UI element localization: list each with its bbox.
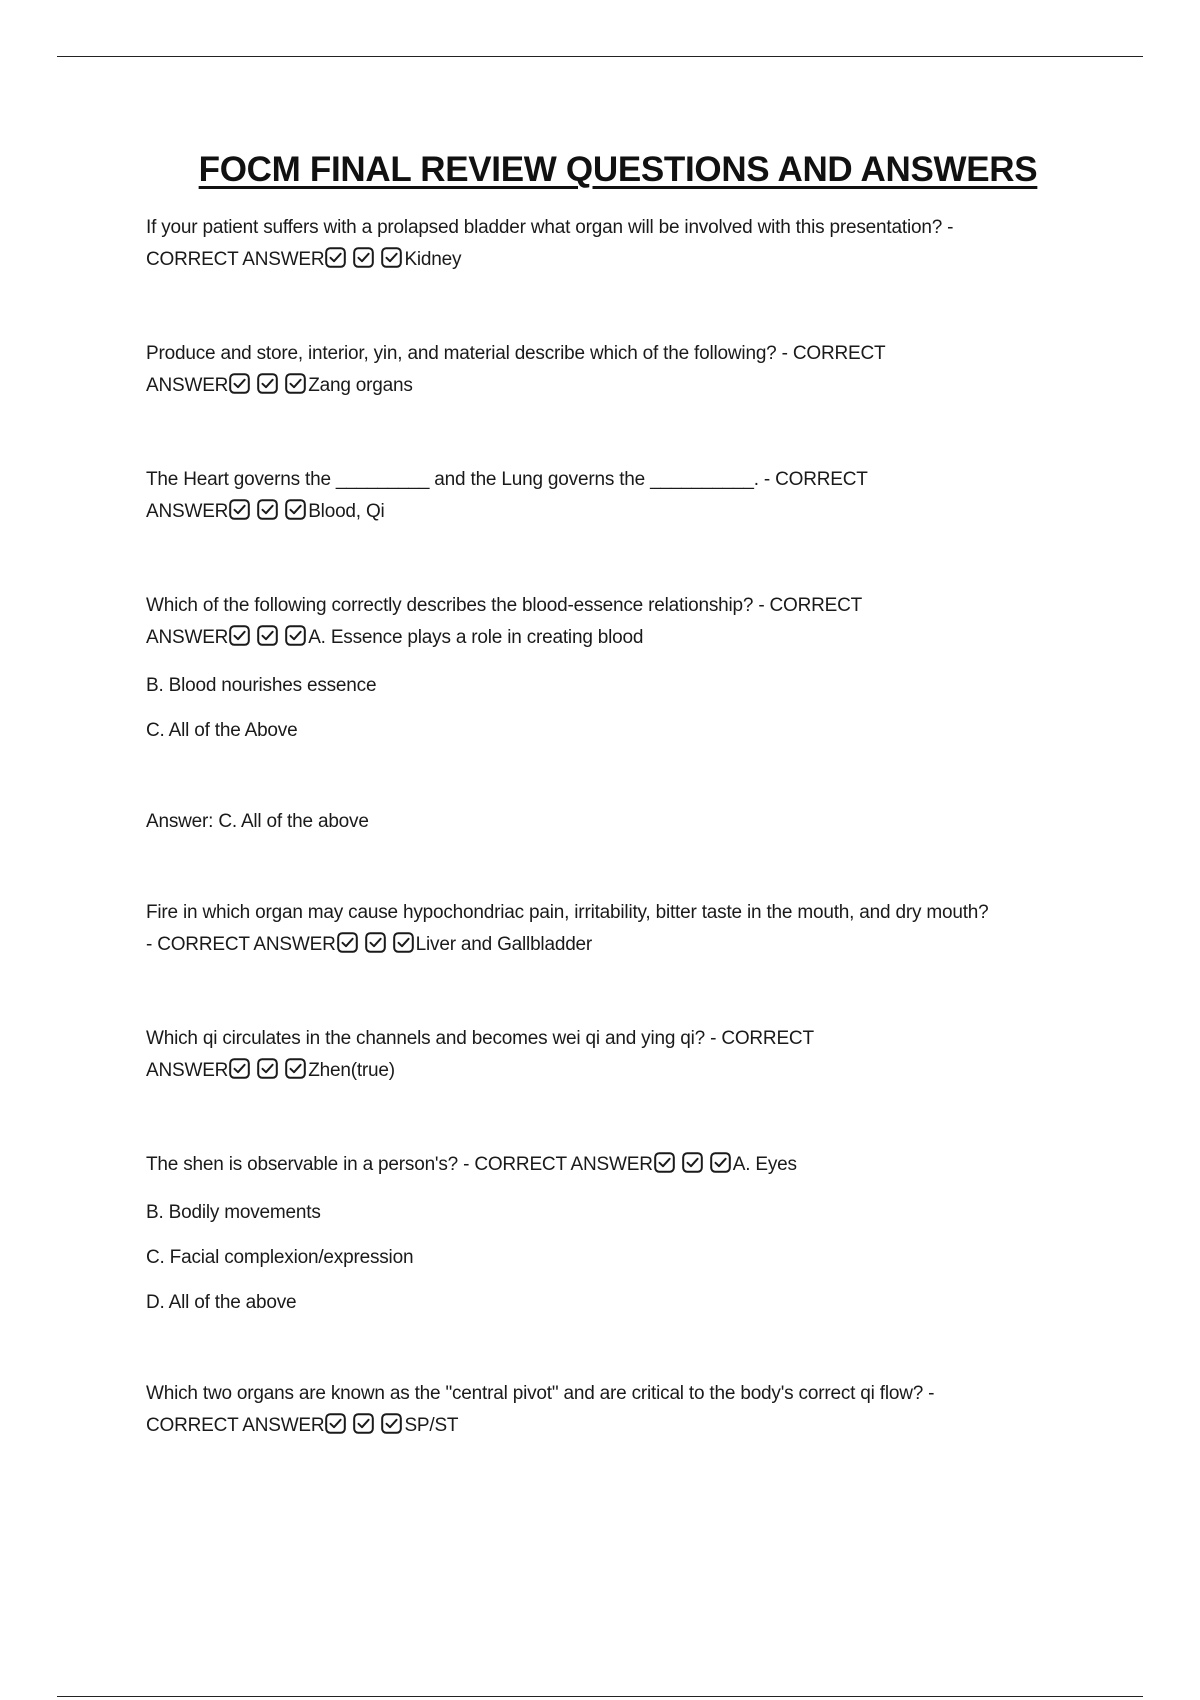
final-answer: Answer: C. All of the above — [146, 811, 369, 832]
checkbox-checked-icon — [353, 1413, 374, 1434]
answer-label: ANSWER — [146, 501, 229, 522]
top-rule — [57, 56, 1143, 57]
qa-item — [146, 212, 1096, 279]
question-text: The Heart governs the _________ and the Lung governs the __________. - CORRECT — [146, 469, 868, 490]
answer-text: Kidney — [404, 249, 462, 270]
checkbox-checked-icon — [682, 1152, 703, 1173]
checkbox-checked-icon — [229, 499, 250, 520]
answer-label: ANSWER — [146, 375, 229, 396]
question-text: The shen is observable in a person's? - CORRECT ANSWER — [146, 1154, 653, 1175]
answer-text: Zhen(true) — [308, 1060, 395, 1081]
option-text: D. All of the above — [146, 1292, 297, 1313]
check-group — [229, 373, 307, 405]
answer-text: Blood, Qi — [308, 501, 385, 522]
checkbox-checked-icon — [257, 373, 278, 394]
checkbox-checked-icon — [229, 625, 250, 646]
check-group — [229, 1058, 307, 1090]
check-group — [337, 932, 415, 964]
answer-label: ANSWER — [146, 1060, 229, 1081]
question-text: Produce and store, interior, yin, and material describe which of the following? - CORRECT — [146, 343, 886, 364]
option-text: B. Bodily movements — [146, 1202, 321, 1223]
bottom-rule — [57, 1696, 1143, 1697]
checkbox-checked-icon — [325, 1413, 346, 1434]
qa-item — [146, 590, 1096, 838]
question-text: Which two organs are known as the "central pivot" and are critical to the body's correct qi flow? - — [146, 1383, 935, 1404]
answer-text: Liver and Gallbladder — [415, 934, 593, 955]
option-text: C. Facial complexion/expression — [146, 1247, 414, 1268]
question-text: Which of the following correctly describes the blood-essence relationship? - CORRECT — [146, 595, 863, 616]
checkbox-checked-icon — [654, 1152, 675, 1173]
qa-item — [146, 1149, 1096, 1319]
checkbox-checked-icon — [353, 247, 374, 268]
checkbox-checked-icon — [381, 247, 402, 268]
checkbox-checked-icon — [257, 499, 278, 520]
qa-item — [146, 1023, 1096, 1090]
checkbox-checked-icon — [285, 1058, 306, 1079]
checkbox-checked-icon — [257, 1058, 278, 1079]
answer-label: - CORRECT ANSWER — [146, 934, 336, 955]
answer-text: SP/ST — [404, 1415, 459, 1436]
answer-label: CORRECT ANSWER — [146, 1415, 325, 1436]
qa-item — [146, 464, 1096, 531]
option-text: C. All of the Above — [146, 720, 298, 741]
checkbox-checked-icon — [325, 247, 346, 268]
answer-text: A. Eyes — [732, 1154, 797, 1175]
checkbox-checked-icon — [381, 1413, 402, 1434]
qa-item — [146, 1378, 1096, 1445]
answer-label: CORRECT ANSWER — [146, 249, 325, 270]
option-text: B. Blood nourishes essence — [146, 675, 377, 696]
qa-item — [146, 338, 1096, 405]
question-text: Fire in which organ may cause hypochondriac pain, irritability, bitter taste in the mouth, and dry mouth? — [146, 902, 989, 923]
checkbox-checked-icon — [285, 625, 306, 646]
checkbox-checked-icon — [229, 373, 250, 394]
checkbox-checked-icon — [393, 932, 414, 953]
checkbox-checked-icon — [257, 625, 278, 646]
check-group — [325, 1413, 403, 1445]
answer-text: Zang organs — [308, 375, 413, 396]
checkbox-checked-icon — [337, 932, 358, 953]
question-text: Which qi circulates in the channels and becomes wei qi and ying qi? - CORRECT — [146, 1028, 814, 1049]
checkbox-checked-icon — [229, 1058, 250, 1079]
checkbox-checked-icon — [285, 499, 306, 520]
checkbox-checked-icon — [285, 373, 306, 394]
answer-text: A. Essence plays a role in creating blood — [308, 627, 644, 648]
qa-item — [146, 897, 1096, 964]
answer-label: ANSWER — [146, 627, 229, 648]
check-group — [654, 1152, 732, 1184]
check-group — [229, 499, 307, 531]
page-title: FOCM FINAL REVIEW QUESTIONS AND ANSWERS — [198, 150, 1038, 189]
checkbox-checked-icon — [365, 932, 386, 953]
check-group — [325, 247, 403, 279]
question-text: If your patient suffers with a prolapsed bladder what organ will be involved with this presentation? - — [146, 217, 954, 238]
checkbox-checked-icon — [710, 1152, 731, 1173]
qa-list — [146, 212, 1096, 1445]
check-group — [229, 625, 307, 657]
